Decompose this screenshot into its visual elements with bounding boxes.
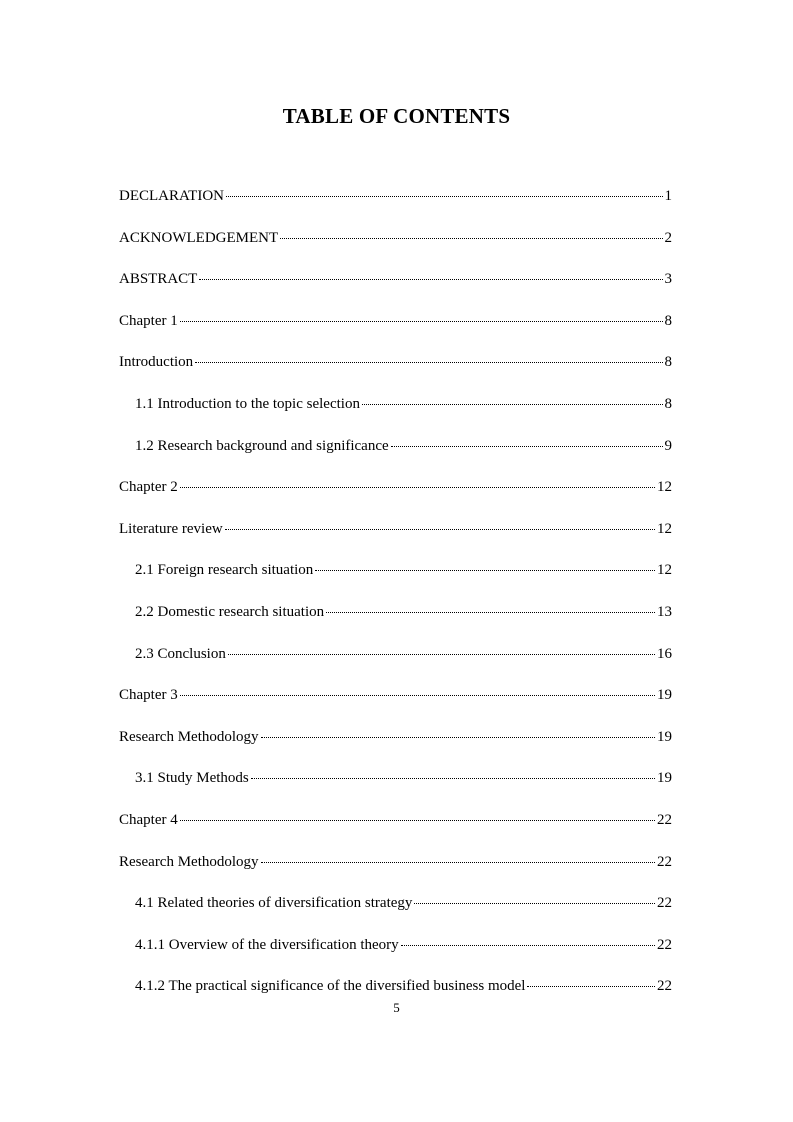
toc-entry-label: ACKNOWLEDGEMENT xyxy=(119,229,279,246)
toc-entry-label: DECLARATION xyxy=(119,188,224,204)
page-title: TABLE OF CONTENTS xyxy=(282,104,511,128)
dot-leader xyxy=(362,404,663,405)
toc-entry-label: 4.1.1 Overview of the diversification theory xyxy=(135,936,399,953)
page-number: 5 xyxy=(393,1000,400,1015)
toc-entry-page: 12 xyxy=(657,562,672,579)
toc-entry-label: 2.3 Conclusion xyxy=(135,645,226,662)
toc-entry-page: 22 xyxy=(657,811,672,828)
toc-entry-label: Research Methodology xyxy=(119,853,259,870)
toc-entry[interactable] xyxy=(119,521,672,563)
dot-leader xyxy=(195,362,662,363)
toc-entry[interactable] xyxy=(119,479,672,521)
dot-leader xyxy=(225,529,655,530)
toc-entry[interactable] xyxy=(119,770,672,812)
toc-entry-page: 1 xyxy=(664,188,672,204)
toc-entry[interactable] xyxy=(119,646,672,688)
toc-entry-page: 9 xyxy=(664,437,672,454)
toc-entry-label: 2.2 Domestic research situation xyxy=(135,603,325,620)
dot-leader xyxy=(414,903,655,904)
dot-leader xyxy=(228,654,655,655)
toc-entry[interactable] xyxy=(119,895,672,937)
toc-entry[interactable] xyxy=(119,937,672,979)
dot-leader xyxy=(226,196,663,197)
dot-leader xyxy=(251,778,655,779)
toc-entry-page: 8 xyxy=(664,312,672,329)
toc-entry-label: Research Methodology xyxy=(119,728,259,745)
toc-entry-label: Chapter 3 xyxy=(119,687,178,704)
toc-entry-page: 22 xyxy=(657,978,672,995)
toc-entry-label: Chapter 2 xyxy=(119,479,178,496)
toc-entry-page: 8 xyxy=(664,354,672,371)
toc-entry-label: 1.1 Introduction to the topic selection xyxy=(135,395,360,412)
toc-entry-page: 19 xyxy=(657,687,672,704)
toc-entry-page: 13 xyxy=(657,603,672,620)
toc-entry-label: ABSTRACT xyxy=(119,271,198,288)
toc-entry-label: Introduction xyxy=(119,354,194,371)
dot-leader xyxy=(199,279,662,280)
toc-entry-page: 19 xyxy=(657,770,672,787)
dot-leader xyxy=(261,862,655,863)
toc-entry[interactable] xyxy=(119,313,672,355)
toc-entry[interactable] xyxy=(119,188,672,230)
toc-entry[interactable] xyxy=(119,396,672,438)
dot-leader xyxy=(180,321,663,322)
toc-entry-page: 22 xyxy=(657,853,672,870)
dot-leader xyxy=(180,820,655,821)
toc-entry-page: 2 xyxy=(664,229,672,246)
toc-entry[interactable] xyxy=(119,562,672,604)
toc-entry-label: 3.1 Study Methods xyxy=(135,770,249,787)
toc-entry[interactable] xyxy=(119,354,672,396)
toc-entry-label: 2.1 Foreign research situation xyxy=(135,562,314,579)
toc-entry-page: 12 xyxy=(657,479,672,496)
toc-entry-page: 12 xyxy=(657,520,672,537)
toc-entry[interactable] xyxy=(119,812,672,854)
toc-entry[interactable] xyxy=(119,271,672,313)
toc-entry[interactable] xyxy=(119,854,672,896)
dot-leader xyxy=(527,986,655,987)
toc-entry[interactable] xyxy=(119,729,672,771)
dot-leader xyxy=(401,945,655,946)
dot-leader xyxy=(315,570,655,571)
toc-entry-label: Chapter 1 xyxy=(119,312,178,329)
dot-leader xyxy=(180,695,655,696)
dot-leader xyxy=(280,238,662,239)
toc-entry-page: 3 xyxy=(664,271,672,288)
table-of-contents xyxy=(119,188,672,1020)
toc-entry[interactable] xyxy=(119,438,672,480)
toc-entry-page: 8 xyxy=(664,395,672,412)
toc-entry-label: 4.1 Related theories of diversification strategy xyxy=(135,895,413,912)
dot-leader xyxy=(261,737,655,738)
toc-entry-label: 4.1.2 The practical significance of the diversified business model xyxy=(135,978,526,995)
toc-entry[interactable] xyxy=(119,687,672,729)
toc-entry-page: 16 xyxy=(657,645,672,662)
toc-entry-page: 22 xyxy=(657,895,672,912)
toc-entry-page: 22 xyxy=(657,936,672,953)
toc-entry-label: 1.2 Research background and significance xyxy=(135,437,389,454)
toc-entry-label: Literature review xyxy=(119,520,223,537)
toc-entry-page: 19 xyxy=(657,728,672,745)
toc-entry[interactable] xyxy=(119,604,672,646)
dot-leader xyxy=(326,612,655,613)
dot-leader xyxy=(391,446,663,447)
toc-entry[interactable] xyxy=(119,230,672,272)
toc-entry-label: Chapter 4 xyxy=(119,811,178,828)
dot-leader xyxy=(180,487,655,488)
